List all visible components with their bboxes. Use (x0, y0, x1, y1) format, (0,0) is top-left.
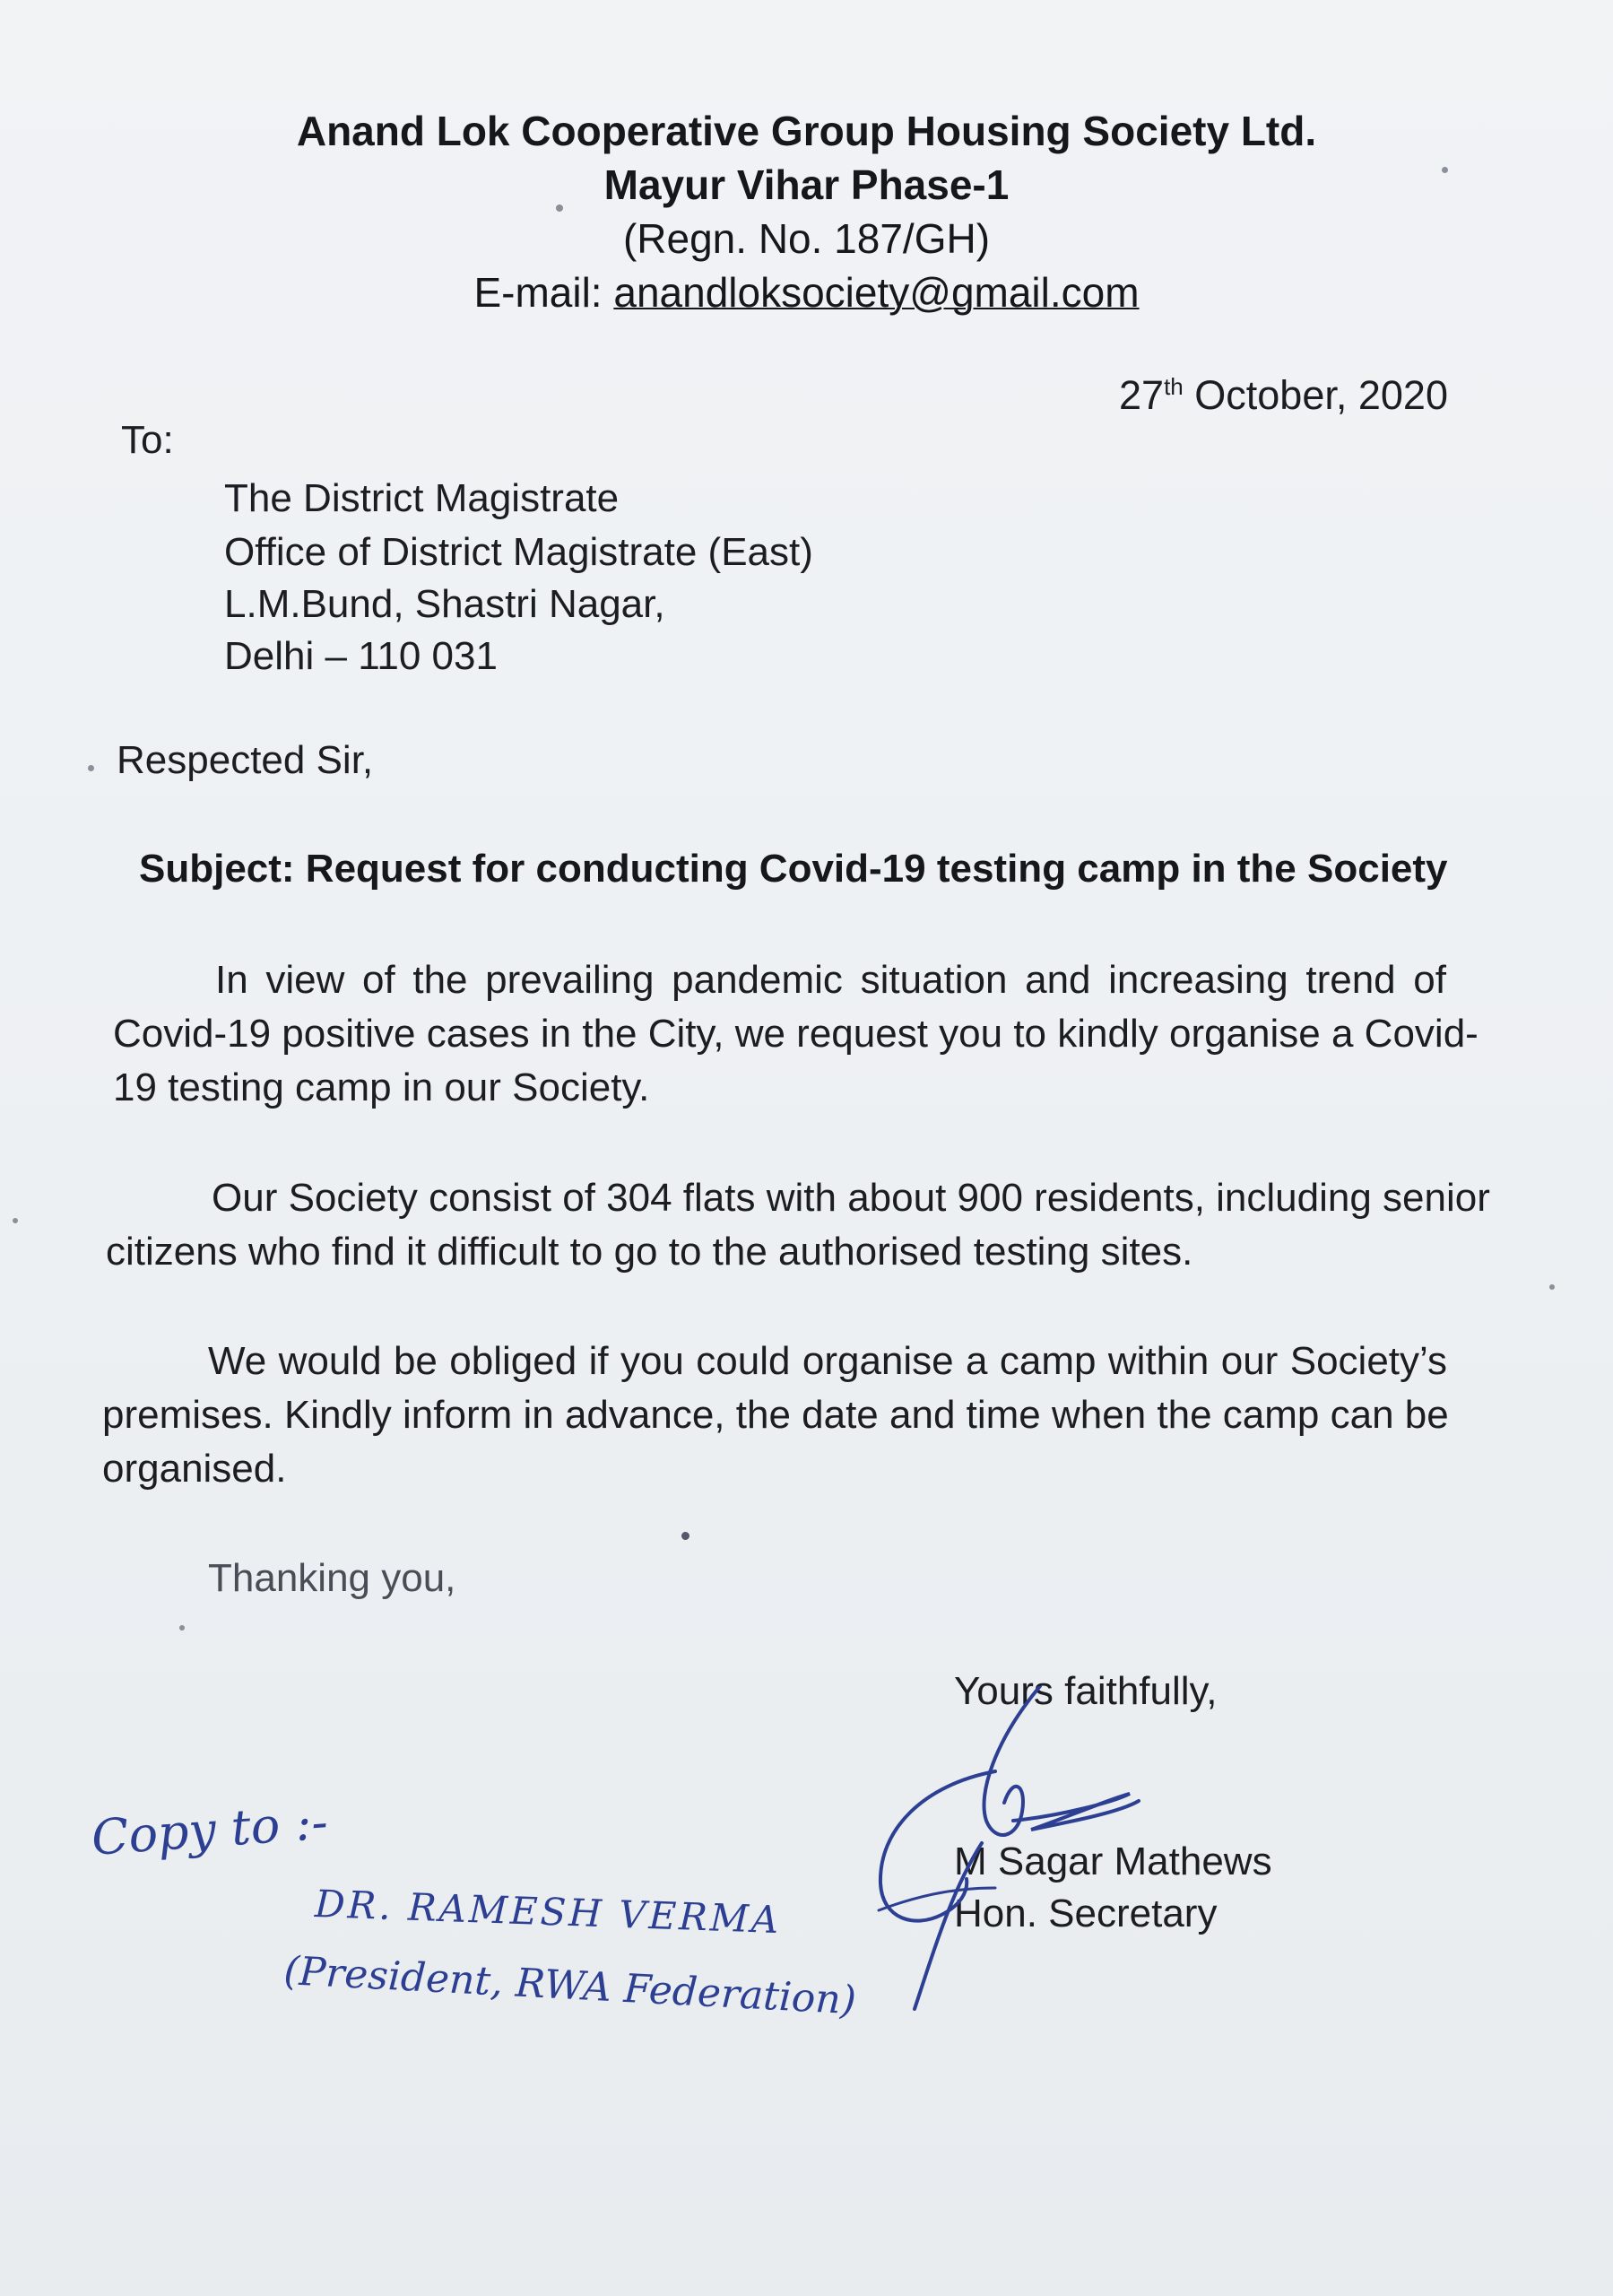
subject-line: Subject: Request for conducting Covid-19 testing camp in the Society (139, 847, 1448, 891)
paragraph-line: We would be obliged if you could organise a camp within our Society’s (208, 1339, 1447, 1383)
paper-speck (179, 1625, 185, 1631)
body-paragraph-3 (102, 1335, 1447, 1496)
body-paragraph-1 (106, 953, 1479, 1115)
recipient-line: Delhi – 110 031 (224, 634, 498, 678)
paper-speck (13, 1218, 18, 1223)
signature-scribble (861, 1686, 1237, 2027)
date-day: 27 (1119, 372, 1165, 418)
society-location: Mayur Vihar Phase-1 (603, 161, 1010, 208)
society-name: Anand Lok Cooperative Group Housing Society Ltd. (296, 108, 1317, 154)
email-label: E-mail: (473, 269, 603, 316)
email-link[interactable]: anandloksociety@gmail.com (613, 269, 1140, 316)
paragraph-line: 19 testing camp in our Society. (113, 1065, 650, 1109)
paragraph-line: In view of the prevailing pandemic situation and increasing trend of (215, 958, 1446, 1002)
recipient-line: Office of District Magistrate (East) (224, 530, 813, 574)
paragraph-line: Covid-19 positive cases in the City, we request you to kindly organise a Covid- (113, 1012, 1479, 1056)
paragraph-line: citizens who find it difficult to go to the authorised testing sites. (106, 1230, 1193, 1274)
paragraph-line: organised. (102, 1447, 287, 1491)
date-rest: October, 2020 (1194, 372, 1448, 418)
paragraph-line: Our Society consist of 304 flats with about 900 residents, including senior (212, 1176, 1490, 1220)
handwritten-copy-to: Copy to :- (90, 1793, 330, 1866)
email-line (0, 267, 1613, 317)
paragraph-line: premises. Kindly inform in advance, the date and time when the camp can be (102, 1393, 1449, 1437)
recipient-line: L.M.Bund, Shastri Nagar, (224, 582, 665, 626)
date-suffix: th (1164, 373, 1184, 400)
signatory-name: M Sagar Mathews (954, 1839, 1272, 1883)
paper-speck (88, 765, 94, 771)
signatory-title: Hon. Secretary (954, 1892, 1218, 1935)
handwritten-cc-role: (President, RWA Federation) (282, 1948, 858, 2024)
body-paragraph-2 (106, 1171, 1490, 1279)
valediction: Yours faithfully, (954, 1669, 1218, 1713)
recipient-line: The District Magistrate (224, 476, 620, 520)
salutation: Respected Sir, (117, 738, 374, 782)
paper-speck (681, 1532, 689, 1540)
to-label: To: (121, 418, 174, 462)
closing-thanks: Thanking you, (208, 1556, 456, 1600)
registration-number: (Regn. No. 187/GH) (622, 215, 991, 262)
handwritten-cc-name: DR. RAMESH VERMA (314, 1882, 783, 1943)
letter-date (1119, 370, 1448, 421)
paper-speck (1549, 1284, 1555, 1290)
